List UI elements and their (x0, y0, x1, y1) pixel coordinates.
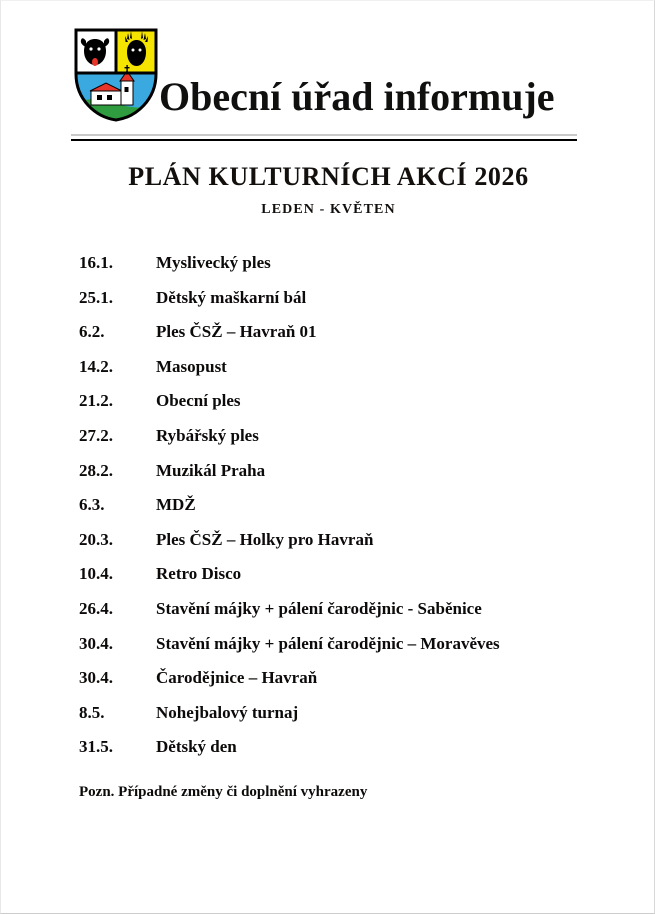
coat-of-arms-icon (73, 27, 159, 123)
event-row (1, 599, 655, 634)
event-row (1, 253, 655, 288)
event-name: Dětský maškarní bál (156, 287, 307, 307)
event-date: 27.2. (79, 425, 113, 445)
event-row (1, 703, 655, 738)
event-name: Nohejbalový turnaj (156, 702, 299, 722)
event-name: Muzikál Praha (156, 460, 266, 480)
event-row (1, 426, 655, 461)
event-date: 25.1. (79, 287, 113, 307)
divider-line-thin (71, 134, 577, 136)
event-row (1, 322, 655, 357)
divider-line-thick (71, 139, 577, 141)
plan-subheading: LEDEN - KVĚTEN (261, 202, 396, 217)
event-row (1, 634, 655, 669)
masthead (1, 19, 655, 129)
event-row (1, 737, 655, 772)
page-title: Obecní úřad informuje (159, 74, 555, 119)
event-row (1, 391, 655, 426)
event-date: 14.2. (79, 356, 113, 376)
event-name: Čarodějnice – Havraň (156, 668, 318, 688)
plan-heading: PLÁN KULTURNÍCH AKCÍ 2026 (128, 162, 529, 191)
event-row (1, 461, 655, 496)
event-name: Retro Disco (156, 564, 242, 584)
event-name: Dětský den (156, 737, 237, 757)
event-name: Stavění májky + pálení čarodějnic – Moravěves (156, 633, 500, 653)
event-date: 8.5. (79, 702, 105, 722)
event-date: 30.4. (79, 668, 113, 688)
event-name: Masopust (156, 356, 227, 376)
event-date: 31.5. (79, 737, 113, 757)
event-name: Stavění májky + pálení čarodějnic - Saběnice (156, 598, 482, 618)
event-name: Ples ČSŽ – Havraň 01 (156, 322, 317, 342)
events-list (1, 253, 655, 772)
event-date: 28.2. (79, 460, 113, 480)
event-row (1, 668, 655, 703)
event-date: 21.2. (79, 391, 113, 411)
footnote: Pozn. Případné změny či doplnění vyhrazeny (79, 784, 368, 800)
event-date: 6.2. (79, 322, 105, 342)
event-date: 26.4. (79, 598, 113, 618)
event-row (1, 530, 655, 565)
event-date: 20.3. (79, 529, 113, 549)
header-divider (71, 134, 577, 142)
event-row (1, 288, 655, 323)
event-name: Obecní ples (156, 391, 241, 411)
event-row (1, 495, 655, 530)
event-name: Ples ČSŽ – Holky pro Havraň (156, 529, 374, 549)
event-name: MDŽ (156, 495, 196, 515)
event-row (1, 357, 655, 392)
event-date: 6.3. (79, 495, 105, 515)
event-name: Myslivecký ples (156, 253, 271, 272)
event-name: Rybářský ples (156, 425, 259, 445)
event-date: 16.1. (79, 253, 113, 272)
event-date: 10.4. (79, 564, 113, 584)
event-date: 30.4. (79, 633, 113, 653)
event-row (1, 564, 655, 599)
